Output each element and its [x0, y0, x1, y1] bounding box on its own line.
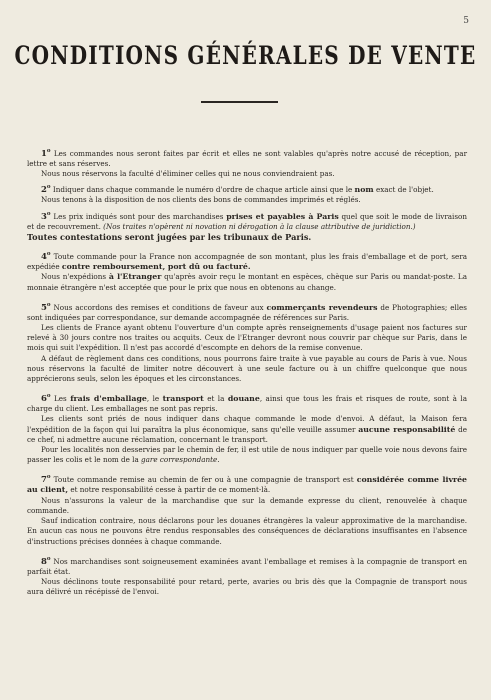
section-number: 3$^o$ [41, 210, 51, 222]
section-number: 1$^o$ [41, 148, 51, 159]
section-number: 8$^o$ [41, 555, 51, 567]
paragraph: Nous n'assurons la valeur de la marchandise que sur la demande expresse du client, renouvelée à chaque commande. [27, 495, 467, 515]
paragraph: Nous déclinons toute responsabilité pour retard, perte, avaries ou bris dès que la Compagnie de transport nous aura délivré un récépissé de l'envoi. [27, 576, 467, 597]
jurisdiction-notice: Toutes contestations seront jugées par les tribunaux de Paris. [27, 231, 312, 242]
section-1 [27, 146, 467, 169]
page-title: CONDITIONS GÉNÉRALES DE VENTE [14, 40, 477, 70]
paragraph: Nous nous réservons la faculté d'éliminer celles qui ne nous conviendraient pas. [41, 169, 335, 179]
section-6: 6$^o$ Les frais d'emballage, le transport et la douane, ainsi que tous les frais et risques de route, sont à la charge du client. Les emballages ne sont pas repris. [27, 393, 467, 414]
section-number: 6$^o$ [41, 393, 51, 405]
section-number: 7$^o$ [41, 474, 51, 486]
section-7: 7$^o$ Toute commande remise au chemin de fer ou à une compagnie de transport est considérée comme livrée au client, et notre responsabilité cesse à partir de ce moment-là. [27, 474, 468, 495]
paragraph: Nous n'expédions à l'Etranger qu'après avoir reçu le montant en espèces, chèque sur Paris ou mandat-poste. La monnaie étrangère n'est acceptée que pour le prix que nous en obtenons au change. [27, 272, 467, 292]
section-8: 8$^o$ Nos marchandises sont soigneusement examinées avant l'emballage et remises à la compagnie de transport en parfait état. [27, 555, 467, 576]
section-number: 4$^o$ [41, 251, 51, 262]
section-2: 2$^o$ Indiquer dans chaque commande le numéro d'ordre de chaque article ainsi que le nom exact de l'objet. [41, 184, 434, 196]
paragraph: Les clients de France ayant obtenu l'ouverture d'un compte après renseignements d'usage paient nos factures sur relevé à 30 jours contre nos traites ou acquits. Ceux de l'Etranger devront nous couvrir par chèque sur Paris, dans le mois qui suit l'expédition. Il n'est pas accordé d'escompte en dehors de la remise convenue. [27, 322, 467, 353]
section-3: 3$^o$ Les prix indiqués sont pour des marchandises prises et payables à Paris quel que soit le mode de livraison et de recouvrement. (Nos traites n'opèrent ni novation ni dérogation à la clause attributive de juridiction.) [27, 210, 467, 231]
paragraph: Sauf indication contraire, nous déclarons pour les douanes étrangères la valeur approximative de la marchandise. En aucun cas nous ne pouvons être rendus responsables des conséquences de déclarations insuffisantes en l'absence d'instructions précises données à chaque commande. [27, 516, 467, 546]
paragraph: Les clients sont priés de nous indiquer dans chaque commande le mode d'envoi. A défaut, la Maison fera l'expédition de la façon qui lui paraîtra la plus économique, sans qu'elle veuille assumer aucune responsabilité de ce chef, ni admettre aucune réclamation, concernant le transport. [27, 414, 468, 444]
paragraph-text: Les commandes nous seront faites par écrit et elles ne sont valables qu'après notre accusé de réception, par lettre et sans réserves. [27, 148, 467, 169]
title-divider [201, 101, 278, 103]
section-4: 4$^o$ Toute commande pour la France non accompagnée de son montant, plus les frais d'emballage et de port, sera expédiée contre remboursement, port dû ou facturé. [27, 251, 467, 272]
page-number: 5 [463, 16, 469, 26]
section-5: 5$^o$ Nous accordons des remises et conditions de faveur aux commerçants revendeurs de Photographies; elles sont indiquées par correspondance, sur demande accompagnée de références sur Paris. [27, 301, 467, 322]
paragraph: Nous tenons à la disposition de nos clients des bons de commandes imprimés et réglés. [41, 195, 361, 205]
paragraph: A défaut de règlement dans ces conditions, nous pourrons faire traite à vue payable au cours de Paris à vue. Nous nous réservons la faculté de limiter notre découvert à une seule facture ou à un chiffre quelconque que nous apprécierons seuls, selon les époques et les circonstances. [27, 353, 467, 383]
conditions-text [27, 146, 467, 597]
section-number: 2$^o$ [41, 184, 51, 196]
section-number: 5$^o$ [41, 301, 51, 313]
paragraph: Pour les localités non desservies par le chemin de fer, il est utile de nous indiquer par quelle voie nous devons faire passer les colis et le nom de la gare correspondante. [27, 445, 467, 465]
